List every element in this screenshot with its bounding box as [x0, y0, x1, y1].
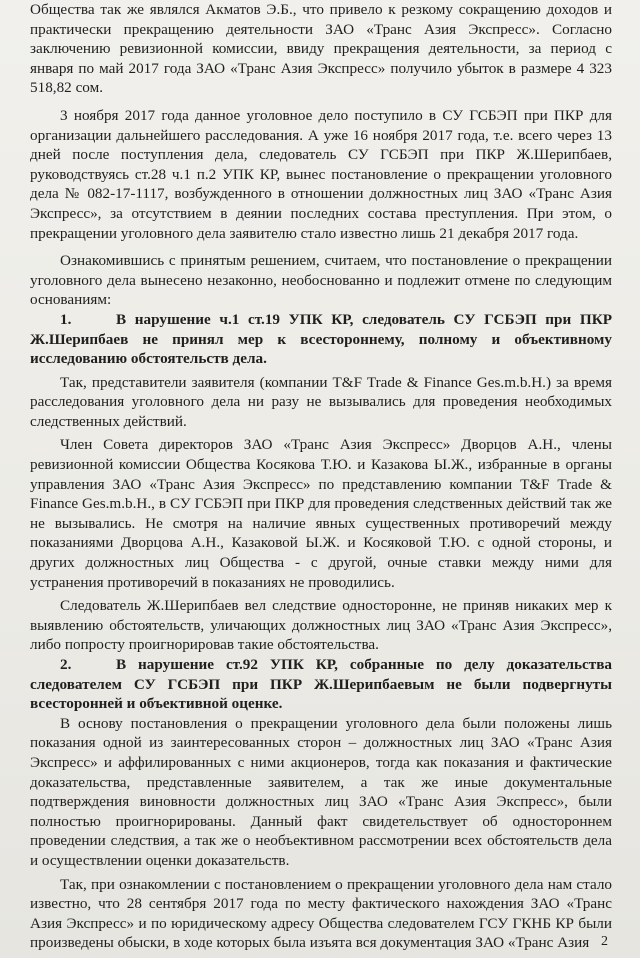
- page-number: 2: [601, 934, 608, 949]
- paragraph-investigator: Следователь Ж.Шерипбаев вел следствие односторонне, не приняв никаких мер к выявлению обстоятельств, уличающих должностных лиц ЗАО «Транс Азия Экспресс», либо попросту проигнорировав такие обстоятельства.: [30, 597, 612, 654]
- point-1: [30, 310, 612, 369]
- paragraph-continuation: Общества так же являлся Акматов Э.Б., что привело к резкому сокращению доходов и практически прекращению деятельности ЗАО «Транс Азия Экспресс». Согласно заключению ревизионной комиссии, ввиду прекращения деятельности, за период с января по май 2017 года ЗАО «Транс Азия Экспресс» получило убыток в размере 4 323 518,82 сом.: [30, 1, 612, 97]
- point-1-number: 1.: [60, 310, 72, 328]
- document-body: [30, 0, 612, 953]
- paragraph-grounds-intro: Ознакомившись с принятым решением, считаем, что постановление о прекращении уголовного дела вынесено незаконно, необоснованно и подлежит отмене по следующим основаниям:: [30, 252, 612, 309]
- point-2: [30, 655, 612, 714]
- paragraph-case-received: 3 ноября 2017 года данное уголовное дело поступило в СУ ГСБЭП при ПКР для организации дальнейшего расследования. А уже 16 ноября 2017 года, т.е. всего через 13 дней после поступления дела, следователь СУ ГСБЭП при ПКР Ж.Шерипбаев, руководствуясь ст.28 ч.1 п.2 УПК КР, вынес постановление о прекращении уголовного дела № 082-17-1117, возбужденного в отношении должностных лиц ЗАО «Транс Азия Экспресс», за отсутствием в деянии последних состава преступления. При этом, о прекращении уголовного дела заявителю стало известно лишь 21 декабря 2017 года.: [30, 106, 612, 242]
- point-2-text: В нарушение ст.92 УПК КР, собранные по делу доказательства следователем СУ ГСБЭП при ПКР Ж.Шерипбаевым не были подвергнуты всесторонней и объективной оценке.: [30, 656, 612, 713]
- paragraph-decision-basis: В основу постановления о прекращении уголовного дела были положены лишь показания одной из заинтересованных сторон – должностных лиц ЗАО «Транс Азия Экспресс» и аффилированных с ними акционеров, тогда как показания и фактические доказательства, представленные заявителем, а так же иные документальные подтверждения виновности должностных лиц ЗАО «Транс Азия Экспресс», были полностью проигнорированы. Данный факт свидетельствует об одностороннем проведении следствия, а так же о необъективном рассмотрении всех обстоятельств дела и осуществлении оценки доказательств.: [30, 714, 612, 869]
- point-1-text: В нарушение ч.1 ст.19 УПК КР, следователь СУ ГСБЭП при ПКР Ж.Шерипбаев не принял мер к всестороннему, полному и объективному исследованию обстоятельств дела.: [30, 310, 612, 368]
- paragraph-searches: Так, при ознакомлении с постановлением о прекращении уголовного дела нам стало известно, что 28 сентября 2017 года по месту фактического нахождения ЗАО «Транс Азия Экспресс» и по юридическому адресу Общества следователем ГСУ ГКНБ КР были произведены обыски, в ходе которых была изъята вся документация ЗАО «Транс Азия: [30, 875, 612, 952]
- paragraph-representatives: Так, представители заявителя (компании T&F Trade & Finance Ges.m.b.H.) за время расследования уголовного дела ни разу не вызывались для проведения необходимых следственных действий.: [30, 373, 612, 430]
- point-2-number: 2.: [60, 656, 72, 673]
- paragraph-board-member: Член Совета директоров ЗАО «Транс Азия Экспресс» Дворцов А.Н., члены ревизионной комиссии Общества Косякова Т.Ю. и Казакова Ы.Ж., избранные в органы управления ЗАО «Транс Азия Экспресс» по представлению компании T&F Trade & Finance Ges.m.b.H., в СУ ГСБЭП при ПКР для проведения следственных действий так же не вызывались. Не смотря на наличие явных существенных противоречий между показаниями Дворцова А.Н., Казаковой Ы.Ж. и Косяковой Т.Ю. с одной стороны, и других должностных лиц Общества - с другой, очные ставки между ними для устранения противоречий в показаниях не проводились.: [30, 436, 612, 591]
